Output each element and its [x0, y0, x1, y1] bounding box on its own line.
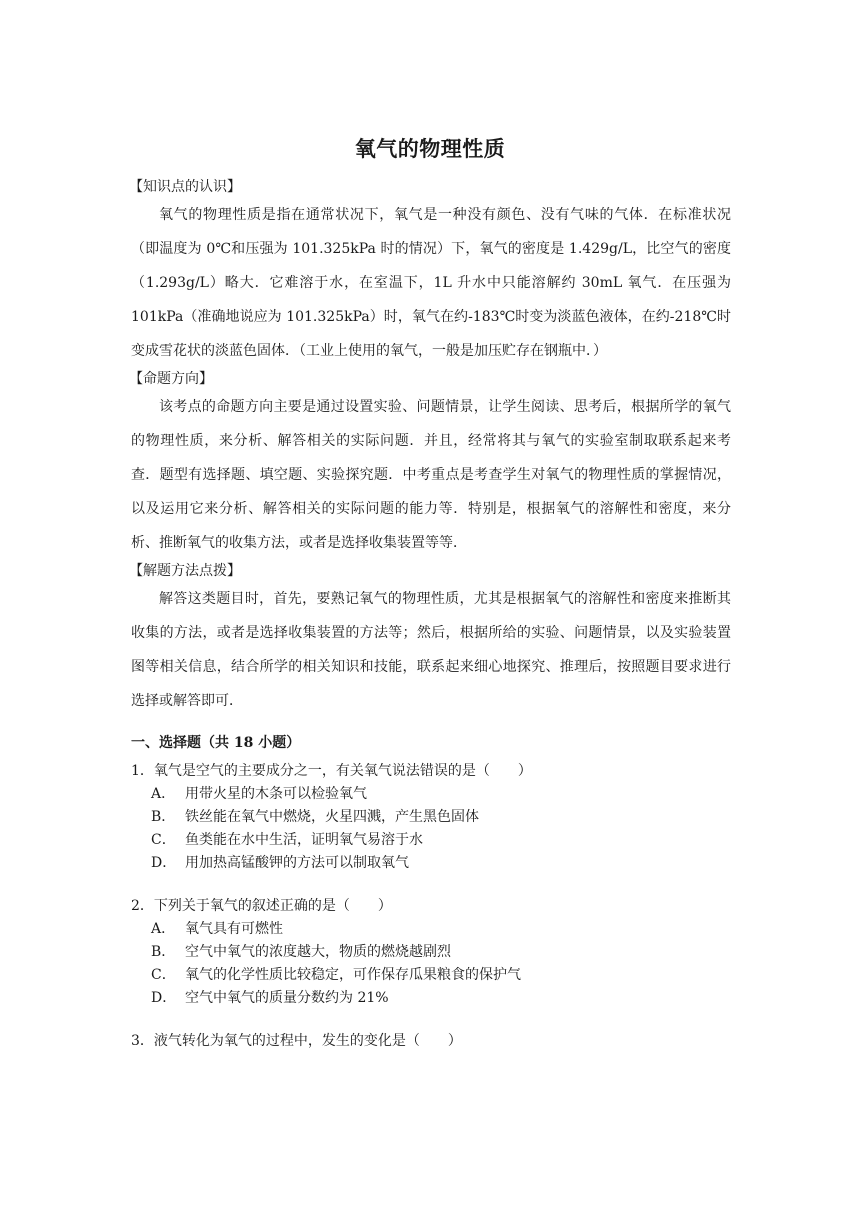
option-text: 铁丝能在氧气中燃烧，火星四溅，产生黑色固体 — [185, 809, 479, 825]
part-heading: 一、选择题（共 18 小题） — [131, 735, 301, 751]
question-option — [151, 941, 731, 964]
option-text: 用加热高锰酸钾的方法可以制取氧气 — [185, 855, 409, 871]
option-letter: B． — [151, 944, 176, 960]
question-stem: 1．氧气是空气的主要成分之一，有关氧气说法错误的是（ ） — [131, 763, 532, 779]
section-direction — [131, 368, 731, 560]
option-letter: C． — [151, 832, 176, 848]
question-stem: 3．液气转化为氧气的过程中，发生的变化是（ ） — [131, 1033, 462, 1049]
section-paragraph: 氧气的物理性质是指在通常状况下，氧气是一种没有颜色、没有气味的气体．在标准状况（即温度为 0℃和压强为 101.325kPa 时的情况）下，氧气的密度是 1.429g/L，比空气的密度（1.293g/L）略大．它难溶于水，在室温下，1L 升水中只能溶解约 30mL 氧气．在压强为 101kPa（准确地说应为 101.325kPa）时，氧气在约-183℃时变为淡蓝色液体，在约-218℃时变成雪花状的淡蓝色固体．（工业上使用的氧气，一般是加压贮存在钢瓶中．） — [131, 207, 731, 359]
option-letter: B． — [151, 809, 176, 825]
option-letter: D． — [151, 855, 177, 871]
option-text: 用带火星的木条可以检验氧气 — [185, 786, 367, 802]
section-heading: 【命题方向】 — [129, 371, 213, 387]
option-text: 氧气具有可燃性 — [185, 921, 283, 937]
section-method — [131, 560, 731, 718]
question-option — [151, 829, 731, 852]
question-2 — [131, 895, 731, 1010]
question-option — [151, 964, 731, 987]
option-text: 空气中氧气的浓度越大，物质的燃烧越剧烈 — [185, 944, 451, 960]
page-title: 氧气的物理性质 — [354, 137, 506, 161]
section-knowledge — [131, 176, 731, 368]
option-letter: C． — [151, 967, 176, 983]
option-text: 氧气的化学性质比较稳定，可作保存瓜果粮食的保护气 — [185, 967, 521, 983]
question-option — [151, 806, 731, 829]
question-stem: 2．下列关于氧气的叙述正确的是（ ） — [131, 898, 392, 914]
option-text: 鱼类能在水中生活，证明氧气易溶于水 — [185, 832, 423, 848]
document-content — [131, 176, 731, 1053]
question-option — [151, 987, 731, 1010]
section-heading: 【知识点的认识】 — [129, 179, 241, 195]
question-3 — [131, 1030, 731, 1053]
option-letter: D． — [151, 990, 177, 1006]
option-letter: A． — [151, 786, 176, 802]
section-paragraph: 该考点的命题方向主要是通过设置实验、问题情景，让学生阅读、思考后，根据所学的氧气的物理性质，来分析、解答相关的实际问题．并且，经常将其与氧气的实验室制取联系起来考查．题型有选择题、填空题、实验探究题．中考重点是考查学生对氧气的物理性质的掌握情况，以及运用它来分析、解答相关的实际问题的能力等．特别是，根据氧气的溶解性和密度，来分析、推断氧气的收集方法，或者是选择收集装置等等． — [131, 399, 731, 551]
question-option — [151, 918, 731, 941]
section-paragraph: 解答这类题目时，首先，要熟记氧气的物理性质，尤其是根据氧气的溶解性和密度来推断其收集的方法，或者是选择收集装置的方法等；然后，根据所给的实验、问题情景，以及实验装置图等相关信息，结合所学的相关知识和技能，联系起来细心地探究、推理后，按照题目要求进行选择或解答即可． — [131, 591, 731, 709]
question-option — [151, 783, 731, 806]
option-text: 空气中氧气的质量分数约为 21% — [185, 990, 389, 1006]
option-letter: A． — [151, 921, 176, 937]
question-1 — [131, 760, 731, 875]
question-option — [151, 852, 731, 875]
section-heading: 【解题方法点拨】 — [129, 563, 241, 579]
